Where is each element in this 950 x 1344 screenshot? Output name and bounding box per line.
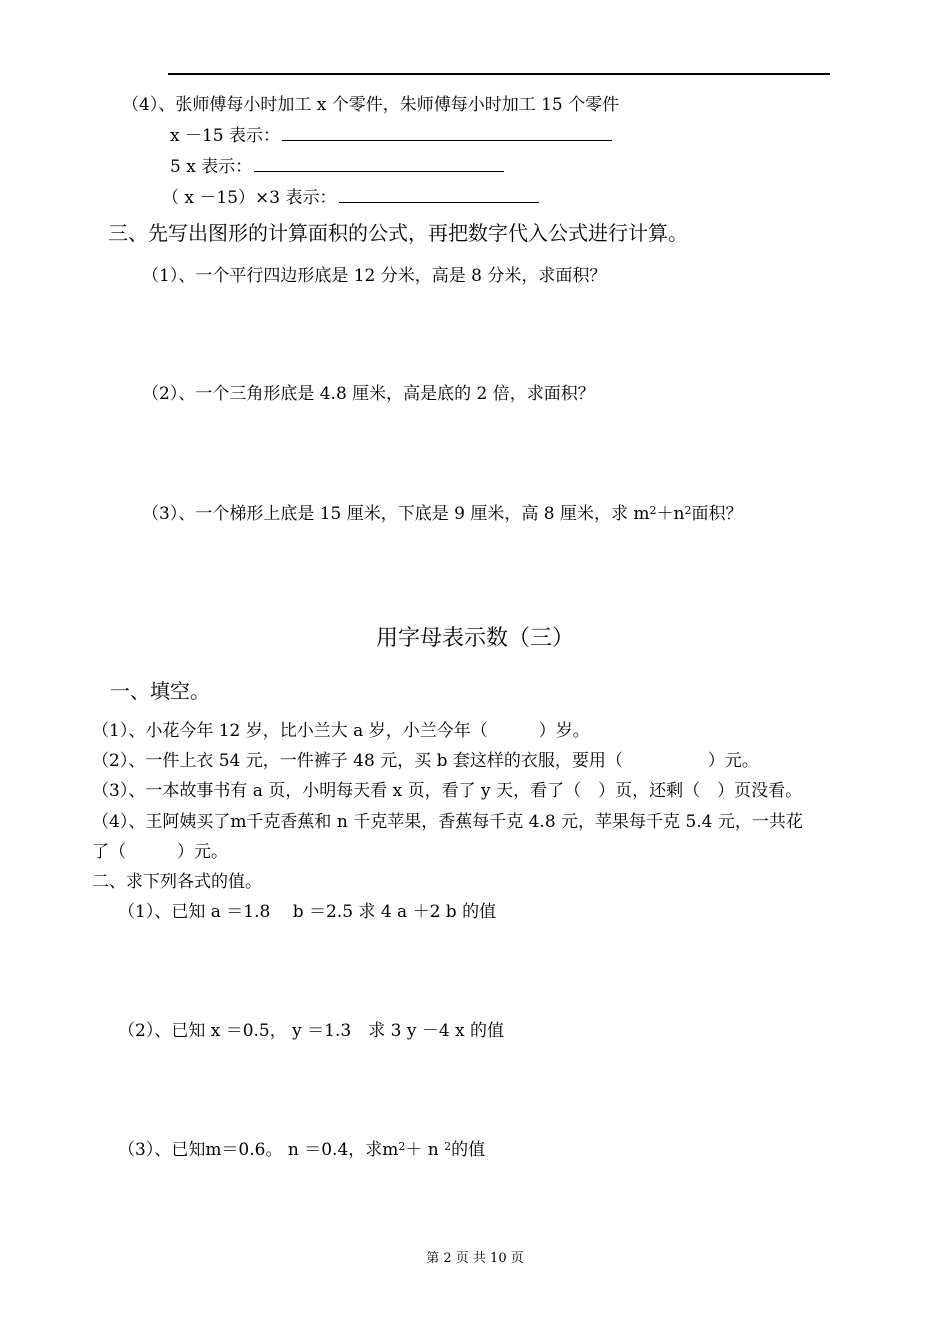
section3-heading: 三、先写出图形的计算面积的公式，再把数字代入公式进行计算。	[108, 221, 688, 245]
q3-mid: ＋n	[656, 504, 685, 524]
area-question-2: （2）、一个三角形底是 4.8 厘米，高是底的 2 倍，求面积？	[142, 384, 595, 404]
fill-question-4b: 了（ ）元。	[92, 842, 228, 862]
q4-c-label: （ x －15）×3 表示：	[162, 188, 337, 208]
e3-sup1: 2	[398, 1140, 406, 1153]
q4-line-a	[170, 125, 612, 147]
e3-pre: （3）、已知m＝0.6。 n ＝0.4，求m	[118, 1140, 399, 1160]
e3-mid: ＋ n	[405, 1140, 445, 1160]
q4-a-label: x －15 表示：	[170, 126, 281, 146]
eval-question-1: （1）、已知 a ＝1.8 b ＝2.5 求 4 a ＋2 b 的值	[118, 902, 497, 922]
fill-question-3: （3）、一本故事书有 a 页，小明每天看 x 页，看了 y 天，看了（ ）页，还剩（ ）页没看。	[92, 781, 803, 801]
page-title: 用字母表示数（三）	[375, 626, 574, 651]
fill-question-2: （2）、一件上衣 54 元，一件裤子 48 元，买 b 套这样的衣服，要用（ ）元。	[92, 751, 759, 771]
eval-heading: 二、求下列各式的值。	[92, 872, 262, 892]
q3-post: 面积？	[691, 504, 743, 524]
eval-question-3	[118, 1139, 485, 1161]
fill-heading: 一、填空。	[110, 679, 210, 703]
e3-post: 的值	[451, 1140, 486, 1160]
area-question-3	[142, 503, 742, 525]
q4-b-label: 5 x 表示：	[170, 157, 253, 177]
q4-text: （4）、张师傅每小时加工 x 个零件，朱师傅每小时加工 15 个零件	[122, 95, 620, 115]
page-footer: 第 2 页 共 10 页	[426, 1251, 524, 1266]
q4-line-c	[162, 187, 539, 209]
q3-sup1: 2	[649, 504, 657, 517]
q3-pre: （3）、一个梯形上底是 15 厘米，下底是 9 厘米，高 8 厘米，求 m	[142, 504, 650, 524]
e3-sup2: 2	[444, 1140, 452, 1153]
fill-question-1: （1）、小花今年 12 岁，比小兰大 a 岁，小兰今年（ ）岁。	[92, 721, 590, 741]
q3-sup2: 2	[684, 504, 692, 517]
answer-blank-c[interactable]	[339, 188, 539, 203]
eval-question-2: （2）、已知 x ＝0.5， y ＝1.3 求 3 y －4 x 的值	[118, 1021, 505, 1041]
area-question-1: （1）、一个平行四边形底是 12 分米，高是 8 分米，求面积？	[142, 266, 607, 286]
q4-line-b	[170, 156, 504, 178]
answer-blank-b[interactable]	[254, 157, 504, 172]
answer-blank-a[interactable]	[282, 126, 612, 141]
fill-question-4a: （4）、王阿姨买了m千克香蕉和 n 千克苹果，香蕉每千克 4.8 元，苹果每千克 5.4 元，一共花	[92, 812, 803, 832]
header-rule	[168, 73, 830, 75]
